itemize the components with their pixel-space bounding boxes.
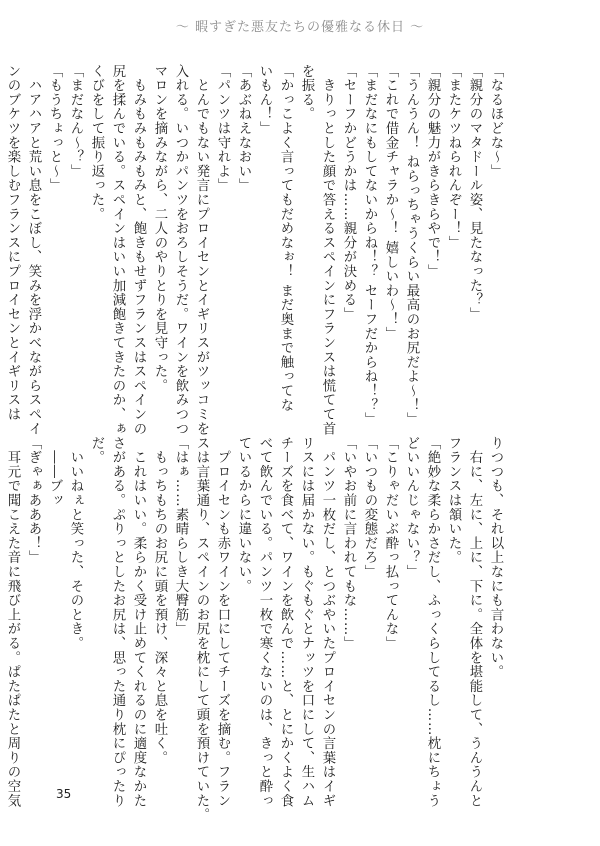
text-line: ンのブケツを楽しむフランスにプロイセンとイギリスは <box>5 64 20 422</box>
text-line: プロイセンも赤ワインを口にしてチーズを摘む。フラン <box>215 436 230 808</box>
text-line <box>0 64 2 376</box>
text-line: 「なるほどな〜」 <box>488 64 503 179</box>
text-line: 「またケツねられんぞー！」 <box>446 64 461 250</box>
text-line: 「あぶねえなおい」 <box>236 64 251 193</box>
text-block-upper <box>5 64 506 436</box>
text-line: りつつも、それ以上なにも言わない。 <box>488 436 503 680</box>
text-line: べて飲んでいる。パンツ一枚で寒くないのは、きっと酔っ <box>257 436 272 808</box>
text-line: 「親分の魅力がきらきらやで！」 <box>425 64 440 279</box>
text-line: 「まだなん〜？」 <box>68 64 83 179</box>
text-line: ――ブッ <box>47 436 62 508</box>
text-line: 「はぁ……素晴らしき大臀筋」 <box>173 436 188 637</box>
text-line: 「うんうん！ ねらっちゃうくらい最高のお尻だよ〜！」 <box>404 64 419 427</box>
text-line: を振る。 <box>299 64 314 122</box>
text-line: スは言葉通り、スペインのお尻を枕にして頭を預けていた。 <box>194 436 209 823</box>
text-line: 「まだなにもしてないからね！？ セーフだからね！？」 <box>362 64 377 427</box>
text-line: きりっとした顔で答えるスペインにフランスは慌てて首 <box>320 64 335 436</box>
text-line: もみもみもみもみと、飽きもせずフランスはスペインの <box>131 64 146 436</box>
text-line: 耳元で聞こえた音に飛び上がる。ぱたぱたと周りの空気 <box>5 436 20 808</box>
text-line: 「パンツは守れよ」 <box>215 64 230 193</box>
text-line: 「これで借金チャラか〜！ 嬉しいわ〜！」 <box>383 64 398 341</box>
text-line: 尻を揉んでいる。スペインはいい加減飽きてきたのか、ぁ <box>110 64 125 436</box>
text-line: 「親分のマタドール姿、見たなった？」 <box>467 64 482 322</box>
text-line: ハアハアと荒い息をこぼし、笑みを浮かべながらスペイ <box>26 64 41 436</box>
text-line: チーズを食べて、ワインを飲んで……と、とにかくよく食 <box>278 436 293 808</box>
text-line: 「セーフかどうかは……親分が決める」 <box>341 64 356 322</box>
text-line: もっちもちのお尻に頭を預け、深々と息を吐く。 <box>152 436 167 765</box>
text-line: パンツ一枚だし、とつぶやいたプロイセンの言葉はイギ <box>320 436 335 808</box>
text-line: ているからに違いない。 <box>236 436 251 594</box>
text-line: リスには届かない。もぐもぐとナッツを口にして、生ハム <box>299 436 314 808</box>
page-number: 35 <box>56 787 72 801</box>
text-line: 「こりゃだいぶ酔っ払ってんな」 <box>383 436 398 651</box>
text-line: 右に、左に、上に、下に。全体を堪能して、うんうんと <box>467 436 482 808</box>
running-header: 〜 暇すぎた悪友たちの優雅なる休日 〜 <box>175 20 425 35</box>
text-line: 「もうちょっと〜」 <box>47 64 62 193</box>
text-line: いもん！」 <box>257 64 272 136</box>
text-line: 入れる。いつかパンツをおろしそうだ。ワインを飲みつつ <box>173 64 188 436</box>
text-line: 「ぎゃぁあああ！」 <box>26 436 41 565</box>
text-line: 「かっこよく言ってもだめなぉ！ まだ奥まで触ってな <box>278 64 293 413</box>
text-line: いいねぇと笑った、そのとき。 <box>68 436 83 651</box>
text-line: 「いつもの変態だろ」 <box>362 436 377 579</box>
text-line: 「いやお前に言われてもな……」 <box>341 436 356 651</box>
text-line: どいいんじゃない？」 <box>404 436 419 579</box>
text-line: だ。 <box>89 436 104 465</box>
text-line: これはいい。柔らかく受け止めてくれるのに適度なかた <box>131 436 146 808</box>
text-line: マロンを摘みながら、二人のやりとりを見守った。 <box>152 64 167 393</box>
text-line: さがある。ぷりっとしたお尻は、思った通り枕にぴったり <box>110 436 125 808</box>
text-line: 「絶妙な柔らかさだし、ふっくらしてるし……枕にちょう <box>425 436 440 808</box>
text-line: くびをして振り返った。 <box>89 64 104 222</box>
text-line: フランスは頷いた。 <box>446 436 461 565</box>
text-line: とんでもない発言にプロイセンとイギリスがツッコミを <box>194 64 209 436</box>
